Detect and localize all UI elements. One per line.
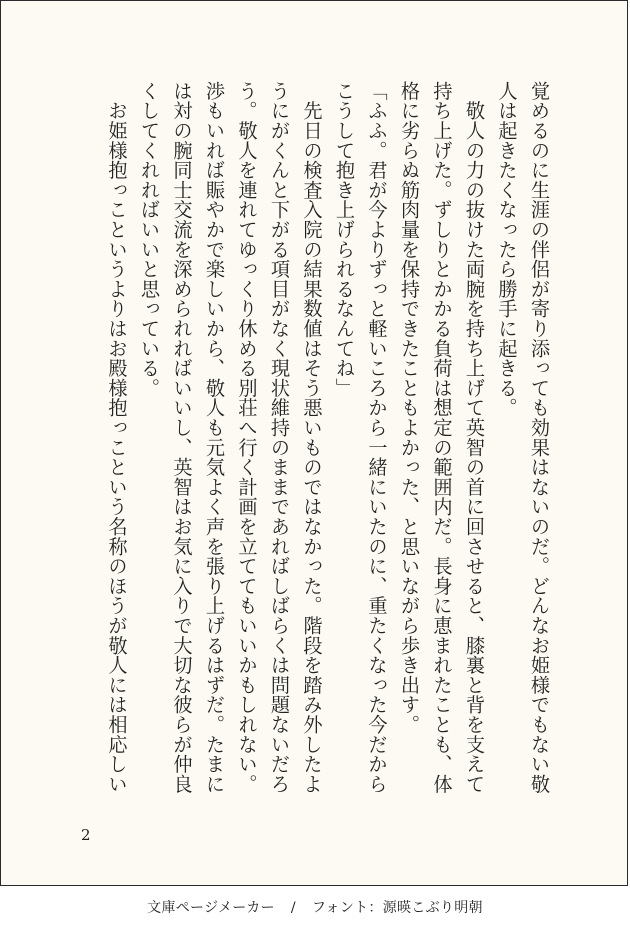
font-credit: フォント：源暎こぶり明朝 xyxy=(311,900,483,916)
page-number: 2 xyxy=(81,826,91,844)
vertical-body-text xyxy=(100,81,555,801)
paragraph: お姫様抱っこというよりはお殿様抱っこという名称のほうが敬人には相応しい xyxy=(105,81,129,794)
paragraph: 覚めるのに生涯の伴侶が寄り添っても効果はないのだ。どんなお姫様でもない敬 人は起きたくなったら勝手に起きる。 xyxy=(495,81,551,794)
paragraph-dialogue: 「ふふ。君が今よりずっと軽いころから一緒にいたのに、重たくなった今だから こうして抱き上げられるなんてね」 xyxy=(333,81,389,794)
paragraph: 敬人の力の抜けた両腕を持ち上げて英智の首に回させると、膝裏と背を支えて 持ち上げた。ずしりとかかる負荷は想定の範囲内だ。長身に恵まれたことも、体 格に劣らぬ筋肉量を保持できたこともよかった、と思いながら歩き出す。 xyxy=(398,81,486,794)
footer-separator: / xyxy=(290,900,296,916)
app-name: 文庫ページメーカー xyxy=(147,900,275,916)
footer-credit xyxy=(0,897,630,917)
paragraph: 先日の検査入院の結果数値はそう悪いものではなかった。階段を踏み外したよ うにがくんと下がる項目がなく現状維持のままであればしばらくは問題ないだろ う。敬人を連れてゆっくり休める別荘へ行く計画を立ててもいいかもしれない。 渉もいれば賑やかで楽しいから、敬人も元気よく声を張り上げるはずだ。たまに は対の腕同士交流を深められればいいし、英智はお気に入りで大切な彼らが仲良 くしてくれればいいと思っている。 xyxy=(138,81,324,794)
